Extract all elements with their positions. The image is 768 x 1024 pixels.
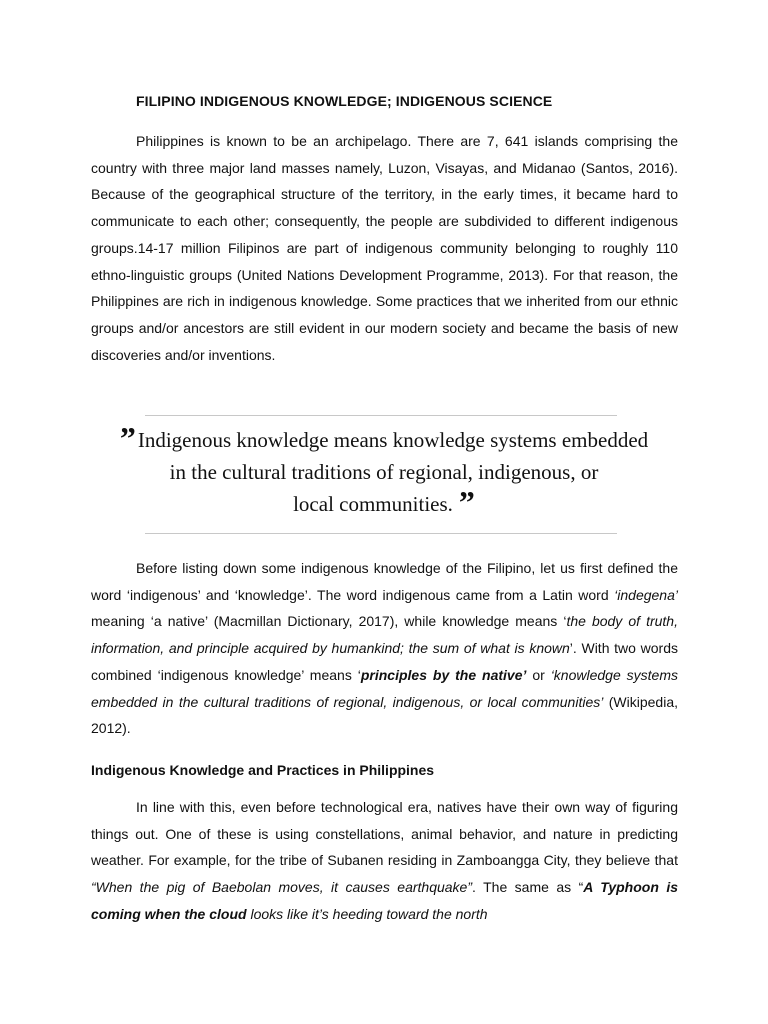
definition-text-1: Before listing down some indigenous knowledge of the Filipino, let us first defined the word ‘indigenous’ and ‘knowledge’. The word indigenous came from a Latin word <box>91 560 678 603</box>
practices-pig-quote: “When the pig of Baebolan moves, it causes earthquake” <box>91 879 473 896</box>
definition-text-4: or <box>526 666 551 683</box>
definition-paragraph <box>91 555 678 742</box>
quote-line-3: local communities. <box>293 492 453 516</box>
intro-paragraph: Philippines is known to be an archipelago. There are 7, 641 islands comprising the country with three major land masses namely, Luzon, Visayas, and Midanao (Santos, 2016). Because of the geographical structure of the territory, in the early times, it became hard to communicate to each other; consequently, the people are subdivided to different indigenous groups.14-17 million Filipinos are part of indigenous community belonging to roughly 110 ethno-linguistic groups (United Nations Development Programme, 2013). For that reason, the Philippines are rich in indigenous knowledge. Some practices that we inherited from our ethnic groups and/or ancestors are still evident in our modern society and became the basis of new discoveries and/or inventions. <box>91 133 678 363</box>
definition-principles-phrase: principles by the native’ <box>360 666 527 683</box>
practices-text-1: In line with this, even before technological era, natives have their own way of figuring things out. One of these is using constellations, animal behavior, and nature in predicting weather. For example, for the tribe of Subanen residing in Zamboangga City, they believe that <box>91 799 678 869</box>
practices-text-3: looks like it’s heeding toward the north <box>246 905 488 922</box>
quote-line-2: in the cultural traditions of regional, indigenous, or <box>169 460 599 484</box>
section-heading: Indigenous Knowledge and Practices in Philippines <box>91 762 435 778</box>
document-title: FILIPINO INDIGENOUS KNOWLEDGE; INDIGENOUS SCIENCE <box>136 93 553 109</box>
definition-systems-phrase: ‘knowledge systems embedded in the cultural traditions of regional, indigenous, or local communities’ <box>91 666 678 710</box>
definition-latin-term: ‘indegena’ <box>614 586 678 603</box>
definition-knowledge-meaning: the body of truth, information, and principle acquired by humankind; the sum of what is known <box>91 613 678 657</box>
close-quote-mark: ” <box>458 484 475 520</box>
definition-text-2: meaning ‘a native’ (Macmillan Dictionary, 2017), while knowledge means ‘ <box>91 613 567 630</box>
pull-quote <box>100 420 668 520</box>
practices-typhoon-phrase: A Typhoon is coming when the cloud <box>91 879 678 922</box>
practices-paragraph <box>91 794 678 928</box>
quote-divider-top <box>145 415 617 416</box>
quote-line-1: Indigenous knowledge means knowledge systems embedded <box>137 428 649 452</box>
open-quote-mark: ” <box>119 420 136 456</box>
definition-citation: (Wikipedia, 2012). <box>91 693 678 737</box>
quote-divider-bottom <box>145 533 617 534</box>
definition-text-3: ’. With two words combined ‘indigenous knowledge’ means ‘ <box>91 640 678 683</box>
practices-text-2: . The same as “ <box>472 879 584 896</box>
